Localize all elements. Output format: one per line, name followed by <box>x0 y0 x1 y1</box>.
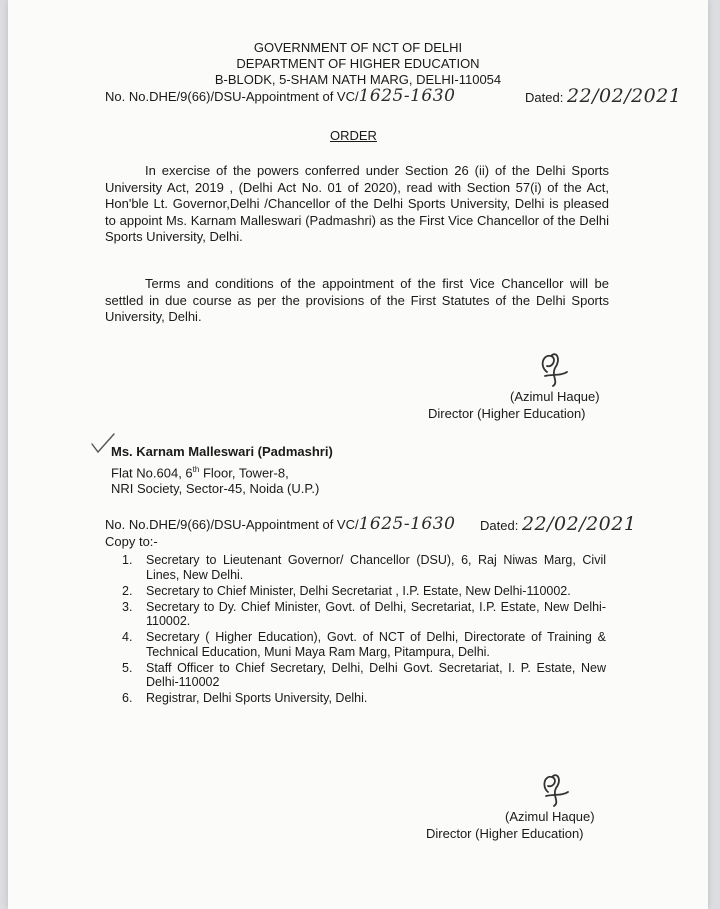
list-item: 3. Secretary to Dy. Chief Minister, Govt. of Delhi, Secretariat, I.P. Estate, New Delhi-110002. <box>122 599 606 628</box>
date-2 <box>480 513 637 535</box>
signature-2 <box>536 768 572 808</box>
header-department: DEPARTMENT OF HIGHER EDUCATION <box>236 56 480 71</box>
signatory-1-name: (Azimul Haque) <box>510 389 600 404</box>
copy-to-list <box>122 553 606 707</box>
addressee-address-line-1: Flat No.604, 6th Floor, Tower-8, <box>111 465 289 481</box>
reference-number-prefix: No. No.DHE/9(66)/DSU-Appointment of VC/ <box>105 89 359 104</box>
date-label: Dated: <box>480 518 519 533</box>
order-paragraph-1: In exercise of the powers conferred under Section 26 (ii) of the Delhi Sports University Act, 2019 , (Delhi Act No. 01 of 2020), read with Section 57(i) of the Act, Hon'ble Lt. Governor,Delhi /Chancellor of the Delhi Sports University, Delhi is pleased to appoint Ms. Karnam Malleswari (Padmashri) as the First Vice Chancellor of the Delhi Sports University, Delhi. <box>105 163 609 244</box>
signatory-2-designation: Director (Higher Education) <box>426 826 584 841</box>
reference-number-handwritten: 1625-1630 <box>358 86 456 106</box>
list-item: 2. Secretary to Chief Minister, Delhi Secretariat , I.P. Estate, New Delhi-110002. <box>122 583 571 598</box>
header-address: B-BLODK, 5-SHAM NATH MARG, DELHI-110054 <box>214 72 502 87</box>
list-item: 1. Secretary to Lieutenant Governor/ Chancellor (DSU), 6, Raj Niwas Marg, Civil Lines, New Delhi. <box>122 553 606 582</box>
order-paragraph-2: Terms and conditions of the appointment of the first Vice Chancellor will be settled in due course as per the provisions of the First Statutes of the Delhi Sports University, Delhi. <box>105 276 609 324</box>
header-government: GOVERNMENT OF NCT OF DELHI <box>253 40 463 55</box>
addressee-address-line-2: NRI Society, Sector-45, Noida (U.P.) <box>111 481 320 496</box>
date-handwritten: 22/02/2021 <box>521 513 637 535</box>
reference-number-handwritten: 1625-1630 <box>358 514 456 534</box>
order-title: ORDER <box>330 128 377 143</box>
signatory-1-designation: Director (Higher Education) <box>428 406 586 421</box>
signature-1 <box>533 346 573 388</box>
date-1 <box>525 85 682 107</box>
addressee-name: Ms. Karnam Malleswari (Padmashri) <box>111 444 333 459</box>
document-page <box>8 0 708 909</box>
list-item: 5. Staff Officer to Chief Secretary, Delhi, Delhi Govt. Secretariat, I. P. Estate, New Delhi-110002 <box>122 660 606 689</box>
date-label: Dated: <box>525 90 564 105</box>
list-item: 4. Secretary ( Higher Education), Govt. of NCT of Delhi, Directorate of Training & Technical Education, Muni Maya Ram Marg, Pitampura, Delhi. <box>122 630 606 659</box>
copy-to-label: Copy to:- <box>105 534 158 549</box>
signatory-2-name: (Azimul Haque) <box>505 809 595 824</box>
list-item: 6. Registrar, Delhi Sports University, Delhi. <box>122 691 368 705</box>
date-handwritten: 22/02/2021 <box>566 85 682 107</box>
reference-number-prefix: No. No.DHE/9(66)/DSU-Appointment of VC/ <box>105 517 359 532</box>
reference-number-2 <box>105 514 456 534</box>
reference-number-1 <box>105 86 456 106</box>
